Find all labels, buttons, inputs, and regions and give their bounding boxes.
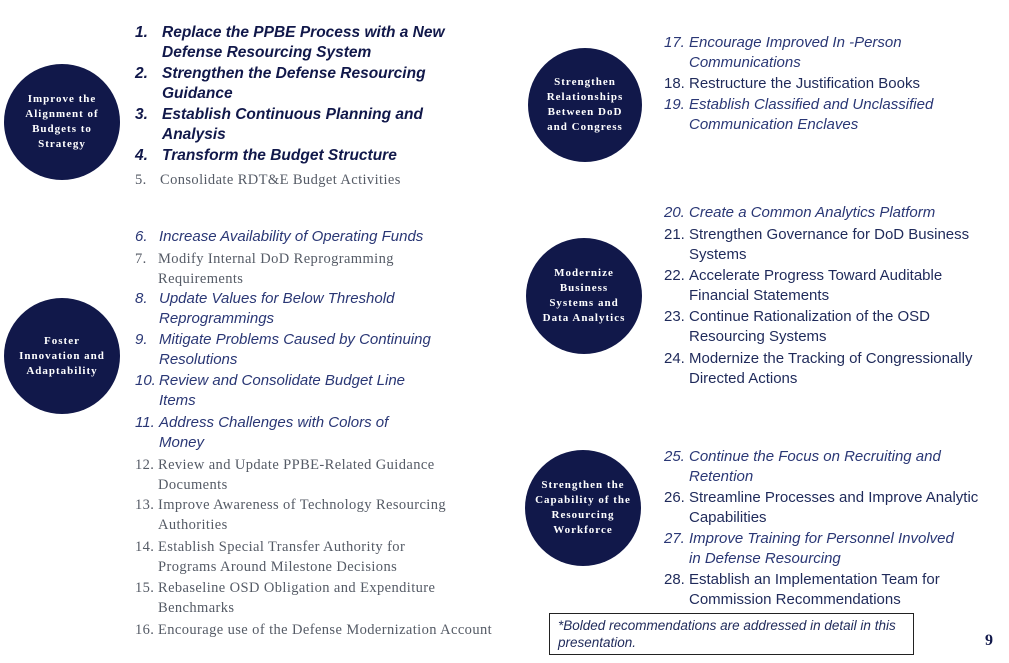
recommendation-23: 23. Continue Rationalization of the OSD Resourcing Systems xyxy=(664,308,930,345)
recommendation-8: 8. Update Values for Below Threshold Reprogrammings xyxy=(135,290,395,327)
recommendation-27: 27. Improve Training for Personnel Involved in Defense Resourcing xyxy=(664,530,954,567)
recommendation-3: 3. Establish Continuous Planning and Analysis xyxy=(135,106,423,143)
recommendation-11: 11. Address Challenges with Colors of Money xyxy=(135,414,389,451)
recommendation-13: 13. Improve Awareness of Technology Resourcing Authorities xyxy=(135,497,447,533)
recommendation-21: 21. Strengthen Governance for DoD Business Systems xyxy=(664,226,970,263)
category-label-relationships: Strengthen Relationships Between DoD and Congress xyxy=(546,76,624,133)
category-label-alignment: Improve the Alignment of Budgets to Strategy xyxy=(25,93,99,150)
recommendation-26: 26. Streamline Processes and Improve Analytic Capabilities xyxy=(664,489,979,526)
recommendation-28: 28. Establish an Implementation Team for Commission Recommendations xyxy=(664,571,940,608)
recommendation-24: 24. Modernize the Tracking of Congressionally Directed Actions xyxy=(664,350,973,387)
category-circle-workforce xyxy=(525,450,641,566)
recommendation-17: 17. Encourage Improved In -Person Communications xyxy=(664,34,902,71)
recommendation-1: 1. Replace the PPBE Process with a New Defense Resourcing System xyxy=(135,24,445,61)
footnote-box xyxy=(549,613,914,655)
category-label-workforce: Strengthen the Capability of the Resourcing Workforce xyxy=(535,479,631,536)
recommendation-6: 6. Increase Availability of Operating Funds xyxy=(135,228,424,245)
category-label-business: Modernize Business Systems and Data Analytics xyxy=(542,267,626,324)
recommendation-9: 9. Mitigate Problems Caused by Continuing Resolutions xyxy=(135,331,431,368)
recommendation-7: 7. Modify Internal DoD Reprogramming Requirements xyxy=(135,251,394,287)
recommendation-15: 15. Rebaseline OSD Obligation and Expenditure Benchmarks xyxy=(135,580,436,616)
category-circle-innovation xyxy=(4,298,120,414)
category-circle-alignment xyxy=(4,64,120,180)
recommendation-5: 5. Consolidate RDT&E Budget Activities xyxy=(135,172,401,188)
category-circle-relationships xyxy=(528,48,642,162)
recommendation-12: 12. Review and Update PPBE-Related Guidance Documents xyxy=(135,457,435,493)
category-label-innovation: Foster Innovation and Adaptability xyxy=(19,334,105,377)
recommendation-25: 25. Continue the Focus on Recruiting and Retention xyxy=(664,448,941,485)
recommendation-20: 20. Create a Common Analytics Platform xyxy=(664,204,936,221)
recommendation-16: 16. Encourage use of the Defense Modernization Account xyxy=(135,622,493,638)
recommendation-19: 19. Establish Classified and Unclassified Communication Enclaves xyxy=(664,96,934,133)
recommendation-22: 22. Accelerate Progress Toward Auditable Financial Statements xyxy=(664,267,943,304)
recommendation-10: 10. Review and Consolidate Budget Line Items xyxy=(135,372,405,409)
recommendation-4: 4. Transform the Budget Structure xyxy=(135,147,397,164)
recommendation-18: 18. Restructure the Justification Books xyxy=(664,75,920,92)
recommendation-14: 14. Establish Special Transfer Authority for Programs Around Milestone Decisions xyxy=(135,539,406,575)
category-circle-business xyxy=(526,238,642,354)
footnote-text: *Bolded recommendations are addressed in detail in this presentation. xyxy=(558,618,896,650)
page-number: 9 xyxy=(985,632,993,649)
recommendation-2: 2. Strengthen the Defense Resourcing Guidance xyxy=(135,65,426,102)
